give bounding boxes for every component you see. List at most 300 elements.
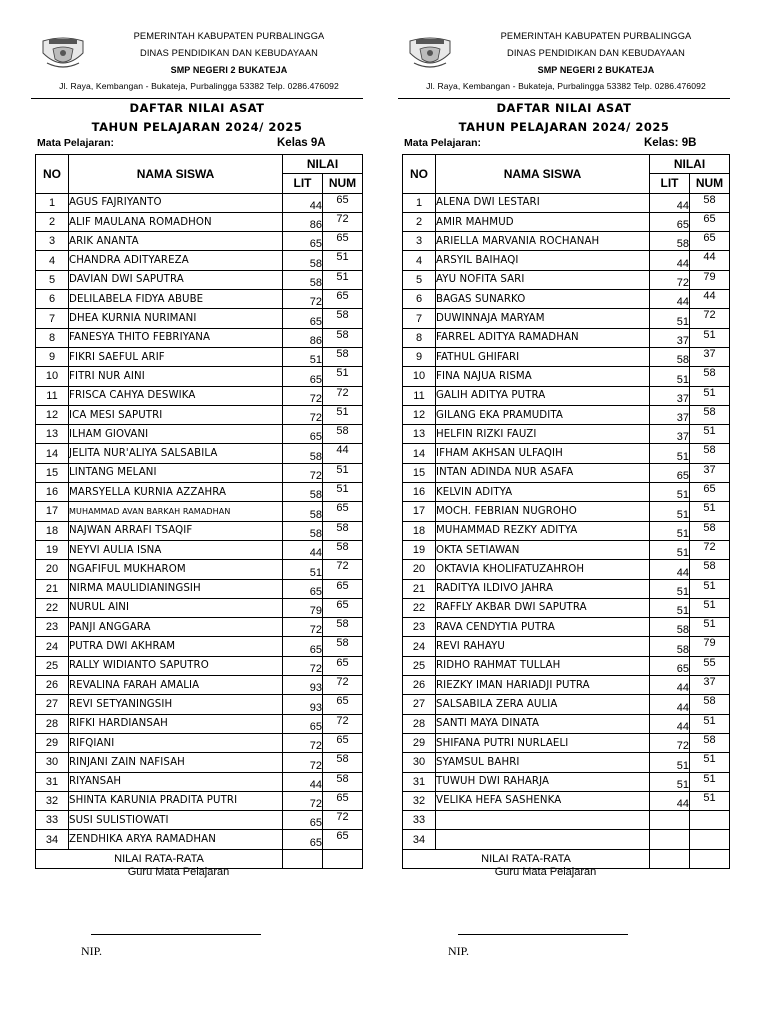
- row-number: 23: [403, 618, 436, 637]
- lit-score: 65: [283, 811, 323, 830]
- table-row: [403, 618, 730, 637]
- lit-score: 44: [650, 676, 690, 695]
- table-row: [403, 386, 730, 405]
- num-score: 51: [690, 714, 730, 733]
- num-score: 58: [323, 521, 363, 540]
- student-name: RIYANSAH: [69, 772, 283, 791]
- student-name: PUTRA DWI AKHRAM: [69, 637, 283, 656]
- letterhead: [398, 0, 734, 98]
- header-nilai: NILAI: [283, 155, 363, 174]
- table-row: [36, 502, 363, 521]
- table-row: [403, 483, 730, 502]
- row-number: 28: [403, 714, 436, 733]
- table-row: [403, 733, 730, 752]
- table-row: [36, 463, 363, 482]
- sheet-meta: [404, 137, 730, 153]
- row-number: 14: [36, 444, 69, 463]
- lit-score: 51: [650, 444, 690, 463]
- num-score: 58: [690, 521, 730, 540]
- student-name: LINTANG MELANI: [69, 463, 283, 482]
- num-score: 58: [323, 347, 363, 366]
- class-label: Kelas 9A: [277, 137, 326, 149]
- row-number: 32: [403, 791, 436, 810]
- student-name: DUWINNAJA MARYAM: [436, 309, 650, 328]
- lit-score: 58: [283, 444, 323, 463]
- lit-score: 65: [283, 830, 323, 849]
- num-score: 55: [690, 656, 730, 675]
- row-number: 31: [36, 772, 69, 791]
- num-score: 58: [323, 753, 363, 772]
- lit-score: 72: [283, 733, 323, 752]
- lit-score: 51: [283, 560, 323, 579]
- num-score: 44: [323, 444, 363, 463]
- header-lit: LIT: [650, 174, 690, 193]
- row-number: 28: [36, 714, 69, 733]
- row-number: 12: [36, 405, 69, 424]
- num-score: 37: [690, 463, 730, 482]
- student-name: ARSYIL BAIHAQI: [436, 251, 650, 270]
- row-number: 6: [403, 290, 436, 309]
- divider: [398, 98, 730, 99]
- row-number: 21: [403, 579, 436, 598]
- teacher-label: Guru Mata Pelajaran: [494, 866, 597, 878]
- row-number: 33: [403, 811, 436, 830]
- lit-score: 93: [283, 695, 323, 714]
- table-row: [403, 347, 730, 366]
- org-line-2: DINAS PENDIDIKAN DAN KEBUDAYAAN: [140, 48, 318, 58]
- table-row: [403, 830, 730, 849]
- student-name: DAVIAN DWI SAPUTRA: [69, 270, 283, 289]
- lit-score: 72: [283, 463, 323, 482]
- table-row: [36, 483, 363, 502]
- student-name: PANJI ANGGARA: [69, 618, 283, 637]
- table-row: [403, 290, 730, 309]
- student-name: OKTAVIA KHOLIFATUZAHROH: [436, 560, 650, 579]
- lit-score: 51: [650, 753, 690, 772]
- student-name: CHANDRA ADITYAREZA: [69, 251, 283, 270]
- student-name: MUHAMMAD AVAN BARKAH RAMADHAN: [69, 502, 283, 521]
- row-number: 16: [403, 483, 436, 502]
- row-number: 4: [36, 251, 69, 270]
- row-number: 12: [403, 405, 436, 424]
- table-row: [403, 367, 730, 386]
- student-name: FITRI NUR AINI: [69, 367, 283, 386]
- row-number: 5: [403, 270, 436, 289]
- table-row: [403, 772, 730, 791]
- lit-score: 72: [650, 733, 690, 752]
- header-no: NO: [403, 155, 436, 194]
- student-name: RIEZKY IMAN HARIADJI PUTRA: [436, 676, 650, 695]
- table-row: [36, 830, 363, 849]
- lit-score: 58: [650, 618, 690, 637]
- num-score: 51: [690, 618, 730, 637]
- student-name: DHEA KURNIA NURIMANI: [69, 309, 283, 328]
- lit-score: 58: [283, 483, 323, 502]
- table-row: [403, 656, 730, 675]
- row-number: 14: [403, 444, 436, 463]
- table-row: [36, 753, 363, 772]
- num-score: 37: [690, 676, 730, 695]
- num-score: 65: [323, 290, 363, 309]
- student-name: [436, 830, 650, 849]
- table-row: [403, 193, 730, 212]
- table-row: [36, 540, 363, 559]
- subject-label: Mata Pelajaran:: [404, 137, 482, 149]
- lit-score: 37: [650, 386, 690, 405]
- table-row: [36, 232, 363, 251]
- lit-score: 37: [650, 405, 690, 424]
- row-number: 15: [36, 463, 69, 482]
- num-score: 51: [323, 367, 363, 386]
- lit-score: 72: [283, 405, 323, 424]
- num-score: 58: [690, 733, 730, 752]
- row-number: 13: [403, 425, 436, 444]
- signature-line: [458, 934, 628, 935]
- lit-score: 51: [650, 598, 690, 617]
- student-name: GILANG EKA PRAMUDITA: [436, 405, 650, 424]
- row-number: 24: [403, 637, 436, 656]
- num-score: 72: [323, 714, 363, 733]
- table-row: [36, 386, 363, 405]
- lit-score: 72: [283, 753, 323, 772]
- num-score: 51: [690, 425, 730, 444]
- lit-score: 44: [283, 193, 323, 212]
- table-row: [403, 309, 730, 328]
- row-number: 11: [36, 386, 69, 405]
- num-score: 44: [690, 251, 730, 270]
- student-name: NEYVI AULIA ISNA: [69, 540, 283, 559]
- table-row: [36, 251, 363, 270]
- num-score: 72: [690, 540, 730, 559]
- num-score: 51: [690, 791, 730, 810]
- sheet-meta: [37, 137, 363, 153]
- lit-score: 72: [650, 270, 690, 289]
- lit-score: 58: [283, 521, 323, 540]
- num-score: 65: [323, 232, 363, 251]
- num-score: 72: [323, 386, 363, 405]
- row-number: 31: [403, 772, 436, 791]
- row-number: 23: [36, 618, 69, 637]
- num-score: 58: [690, 560, 730, 579]
- lit-score: 72: [283, 386, 323, 405]
- row-number: 4: [403, 251, 436, 270]
- lit-score: 44: [283, 540, 323, 559]
- class-label: Kelas: 9B: [644, 137, 697, 149]
- table-row: [403, 463, 730, 482]
- letterhead: [31, 0, 367, 98]
- num-score: 51: [690, 753, 730, 772]
- row-number: 26: [403, 676, 436, 695]
- lit-score: 51: [650, 540, 690, 559]
- student-name: JELITA NUR'ALIYA SALSABILA: [69, 444, 283, 463]
- table-row: [403, 251, 730, 270]
- nip-label: NIP.: [81, 944, 103, 958]
- lit-score: 72: [283, 656, 323, 675]
- table-row: [403, 598, 730, 617]
- table-row: [403, 811, 730, 830]
- table-row: [403, 695, 730, 714]
- table-row: [403, 405, 730, 424]
- student-name: RIFKI HARDIANSAH: [69, 714, 283, 733]
- row-number: 3: [36, 232, 69, 251]
- student-name: IFHAM AKHSAN ULFAQIH: [436, 444, 650, 463]
- lit-score: 65: [283, 637, 323, 656]
- school-address: Jl. Raya, Kembangan - Bukateja, Purbalingga 53382 Telp. 0286.476092: [59, 81, 339, 91]
- table-row: [36, 444, 363, 463]
- row-number: 30: [36, 753, 69, 772]
- lit-score: 51: [650, 483, 690, 502]
- student-name: RIDHO RAHMAT TULLAH: [436, 656, 650, 675]
- row-number: 13: [36, 425, 69, 444]
- student-name: SANTI MAYA DINATA: [436, 714, 650, 733]
- lit-score: 44: [283, 772, 323, 791]
- lit-score: 72: [283, 618, 323, 637]
- student-name: FIKRI SAEFUL ARIF: [69, 347, 283, 366]
- table-row: [403, 502, 730, 521]
- nip-label: NIP.: [448, 944, 470, 958]
- student-name: ICA MESI SAPUTRI: [69, 405, 283, 424]
- num-score: 58: [323, 618, 363, 637]
- num-score: 72: [323, 811, 363, 830]
- student-name: ALIF MAULANA ROMADHON: [69, 212, 283, 231]
- student-name: VELIKA HEFA SASHENKA: [436, 791, 650, 810]
- lit-score: 51: [650, 521, 690, 540]
- table-row: [36, 656, 363, 675]
- student-name: ARIK ANANTA: [69, 232, 283, 251]
- table-row: [403, 560, 730, 579]
- regency-crest-icon: [39, 33, 87, 73]
- table-row: [36, 733, 363, 752]
- student-name: RALLY WIDIANTO SAPUTRO: [69, 656, 283, 675]
- student-name: GALIH ADITYA PUTRA: [436, 386, 650, 405]
- student-name: BAGAS SUNARKO: [436, 290, 650, 309]
- num-score: 37: [690, 347, 730, 366]
- header-num: NUM: [690, 174, 730, 193]
- student-name: NURUL AINI: [69, 598, 283, 617]
- num-score: 65: [323, 791, 363, 810]
- table-row: [36, 347, 363, 366]
- num-score: 51: [690, 328, 730, 347]
- student-name: MOCH. FEBRIAN NUGROHO: [436, 502, 650, 521]
- row-number: 20: [403, 560, 436, 579]
- student-name: FANESYA THITO FEBRIYANA: [69, 328, 283, 347]
- academic-year: TAHUN PELAJARAN 2024/ 2025: [91, 120, 303, 134]
- row-number: 25: [36, 656, 69, 675]
- num-score: 58: [690, 193, 730, 212]
- lit-score: 51: [650, 579, 690, 598]
- sheet-title: DAFTAR NILAI ASAT: [496, 101, 632, 115]
- table-row: [403, 676, 730, 695]
- num-score: 58: [323, 772, 363, 791]
- num-score: 72: [323, 560, 363, 579]
- lit-score: 65: [650, 463, 690, 482]
- row-number: 29: [36, 733, 69, 752]
- student-name: ALENA DWI LESTARI: [436, 193, 650, 212]
- num-score: 65: [690, 232, 730, 251]
- lit-score: 72: [283, 791, 323, 810]
- table-row: [403, 540, 730, 559]
- average-label: NILAI RATA-RATA: [36, 849, 283, 868]
- lit-score: [650, 830, 690, 849]
- row-number: 10: [403, 367, 436, 386]
- table-row: [36, 772, 363, 791]
- row-number: 11: [403, 386, 436, 405]
- student-name: FATHUL GHIFARI: [436, 347, 650, 366]
- student-name: AMIR MAHMUD: [436, 212, 650, 231]
- table-row: [36, 309, 363, 328]
- lit-score: 65: [283, 425, 323, 444]
- student-name: TUWUH DWI RAHARJA: [436, 772, 650, 791]
- student-name: OKTA SETIAWAN: [436, 540, 650, 559]
- num-score: 79: [690, 270, 730, 289]
- num-score: 51: [323, 251, 363, 270]
- student-name: MARSYELLA KURNIA AZZAHRA: [69, 483, 283, 502]
- student-name: DELILABELA FIDYA ABUBE: [69, 290, 283, 309]
- row-number: 27: [403, 695, 436, 714]
- org-line-1: PEMERINTAH KABUPATEN PURBALINGGA: [500, 31, 692, 41]
- student-name: ARIELLA MARVANIA ROCHANAH: [436, 232, 650, 251]
- row-number: 5: [36, 270, 69, 289]
- num-score: 51: [690, 772, 730, 791]
- header-name: NAMA SISWA: [69, 155, 283, 194]
- student-name: [436, 811, 650, 830]
- row-number: 10: [36, 367, 69, 386]
- row-number: 9: [403, 347, 436, 366]
- row-number: 21: [36, 579, 69, 598]
- row-number: 17: [36, 502, 69, 521]
- student-name: ILHAM GIOVANI: [69, 425, 283, 444]
- lit-score: 58: [283, 270, 323, 289]
- lit-score: 44: [650, 695, 690, 714]
- org-line-2: DINAS PENDIDIKAN DAN KEBUDAYAAN: [507, 48, 685, 58]
- header-name: NAMA SISWA: [436, 155, 650, 194]
- lit-score: 51: [650, 772, 690, 791]
- table-row: [403, 212, 730, 231]
- lit-score: 51: [650, 502, 690, 521]
- num-score: 51: [323, 483, 363, 502]
- student-name: SUSI SULISTIOWATI: [69, 811, 283, 830]
- num-score: 58: [323, 540, 363, 559]
- table-row: [36, 212, 363, 231]
- table-row: [403, 791, 730, 810]
- lit-score: 93: [283, 676, 323, 695]
- sheet-title: DAFTAR NILAI ASAT: [129, 101, 265, 115]
- num-score: 65: [323, 656, 363, 675]
- num-score: 51: [690, 502, 730, 521]
- table-row: [36, 367, 363, 386]
- divider: [31, 98, 363, 99]
- num-score: 65: [323, 695, 363, 714]
- student-name: RADITYA ILDIVO JAHRA: [436, 579, 650, 598]
- table-row: [403, 521, 730, 540]
- row-number: 15: [403, 463, 436, 482]
- table-row: [403, 753, 730, 772]
- num-score: 72: [323, 212, 363, 231]
- lit-score: 37: [650, 328, 690, 347]
- row-number: 6: [36, 290, 69, 309]
- row-number: 18: [36, 521, 69, 540]
- num-score: 51: [690, 598, 730, 617]
- student-name: NGAFIFUL MUKHAROM: [69, 560, 283, 579]
- row-number: 1: [36, 193, 69, 212]
- table-row: [36, 618, 363, 637]
- row-number: 8: [36, 328, 69, 347]
- row-number: 34: [403, 830, 436, 849]
- row-number: 18: [403, 521, 436, 540]
- student-name: SHINTA KARUNIA PRADITA PUTRI: [69, 791, 283, 810]
- num-score: 51: [690, 579, 730, 598]
- lit-score: 58: [283, 502, 323, 521]
- lit-score: 44: [650, 791, 690, 810]
- num-score: 58: [323, 328, 363, 347]
- student-name: RAVA CENDYTIA PUTRA: [436, 618, 650, 637]
- table-row: [36, 521, 363, 540]
- row-number: 17: [403, 502, 436, 521]
- table-row: [36, 811, 363, 830]
- student-name: SALSABILA ZERA AULIA: [436, 695, 650, 714]
- lit-score: 86: [283, 212, 323, 231]
- student-name: FINA NAJUA RISMA: [436, 367, 650, 386]
- num-score: 51: [690, 386, 730, 405]
- average-num: [690, 849, 730, 868]
- lit-score: 44: [650, 290, 690, 309]
- num-score: 79: [690, 637, 730, 656]
- table-row: [36, 560, 363, 579]
- subject-label: Mata Pelajaran:: [37, 137, 115, 149]
- row-number: 8: [403, 328, 436, 347]
- num-score: 65: [690, 483, 730, 502]
- table-row: [403, 714, 730, 733]
- row-number: 29: [403, 733, 436, 752]
- row-number: 32: [36, 791, 69, 810]
- student-name: SHIFANA PUTRI NURLAELI: [436, 733, 650, 752]
- num-score: 72: [690, 309, 730, 328]
- lit-score: 65: [283, 309, 323, 328]
- table-row: [36, 791, 363, 810]
- average-num: [323, 849, 363, 868]
- table-row: [403, 579, 730, 598]
- num-score: [690, 830, 730, 849]
- lit-score: 65: [283, 714, 323, 733]
- grades-table: [402, 154, 730, 869]
- row-number: 34: [36, 830, 69, 849]
- row-number: 9: [36, 347, 69, 366]
- row-number: 26: [36, 676, 69, 695]
- num-score: 44: [690, 290, 730, 309]
- header-lit: LIT: [283, 174, 323, 193]
- num-score: 65: [323, 579, 363, 598]
- num-score: 58: [690, 405, 730, 424]
- student-name: REVI SETYANINGSIH: [69, 695, 283, 714]
- lit-score: 79: [283, 598, 323, 617]
- student-name: INTAN ADINDA NUR ASAFA: [436, 463, 650, 482]
- table-row: [403, 444, 730, 463]
- table-row: [36, 676, 363, 695]
- school-address: Jl. Raya, Kembangan - Bukateja, Purbalingga 53382 Telp. 0286.476092: [426, 81, 706, 91]
- teacher-label: Guru Mata Pelajaran: [127, 866, 230, 878]
- num-score: 58: [323, 309, 363, 328]
- table-row: [403, 270, 730, 289]
- student-name: KELVIN ADITYA: [436, 483, 650, 502]
- lit-score: 58: [650, 232, 690, 251]
- row-number: 22: [403, 598, 436, 617]
- lit-score: 86: [283, 328, 323, 347]
- table-row: [36, 579, 363, 598]
- table-row: [36, 405, 363, 424]
- row-number: 2: [403, 212, 436, 231]
- row-number: 16: [36, 483, 69, 502]
- grade-sheet-9b: [398, 0, 734, 958]
